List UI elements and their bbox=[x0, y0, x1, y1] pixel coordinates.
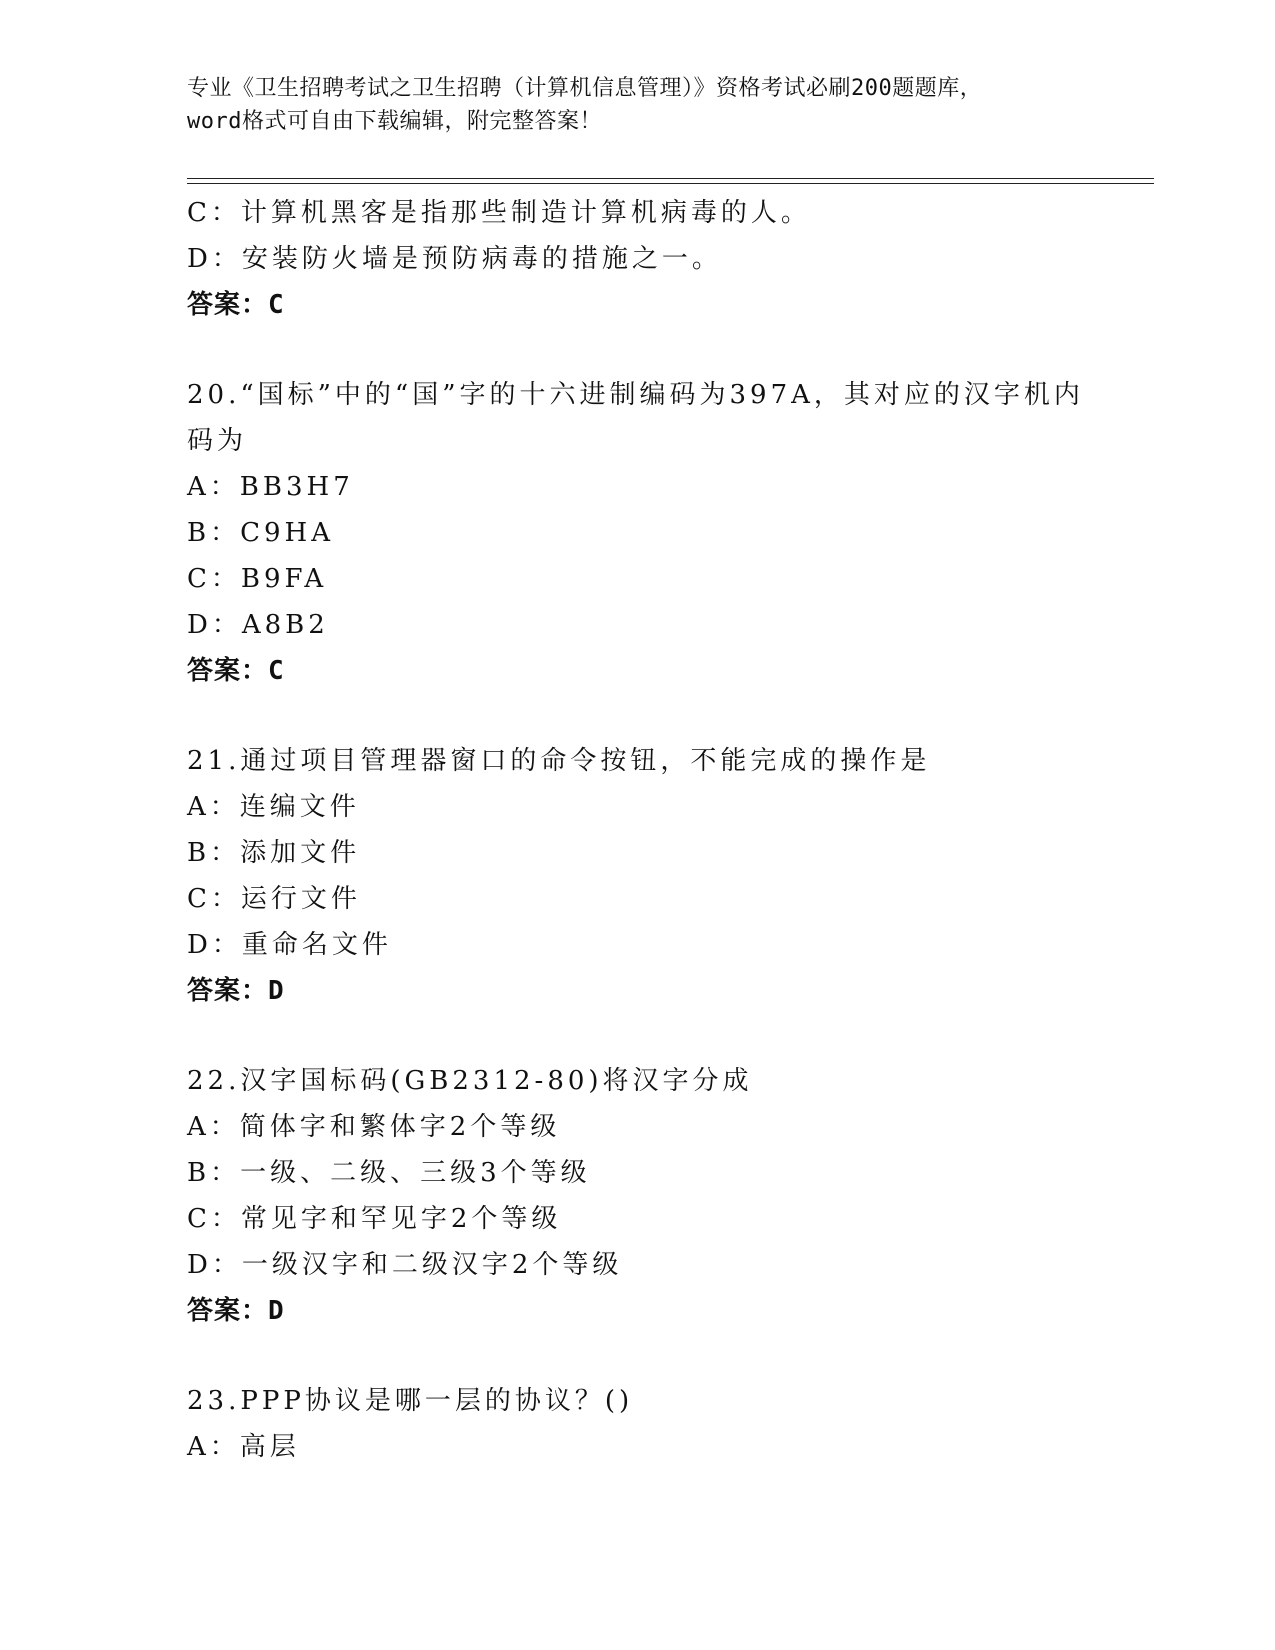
spacer bbox=[187, 1334, 1167, 1378]
question-block bbox=[187, 1378, 1167, 1470]
spacer bbox=[187, 694, 1167, 738]
answer-line: 答案：C bbox=[187, 656, 285, 686]
answer-line: 答案：D bbox=[187, 976, 285, 1006]
question-block bbox=[187, 1058, 1167, 1334]
option-c: C：B9FA bbox=[187, 564, 328, 594]
option-d: D：一级汉字和二级汉字2个等级 bbox=[187, 1250, 623, 1280]
header-title-line-2: word格式可自由下载编辑，附完整答案！ bbox=[187, 109, 602, 134]
header-title-line-1: 专业《卫生招聘考试之卫生招聘（计算机信息管理）》资格考试必刷200题题库， bbox=[187, 76, 983, 101]
answer-line: 答案：C bbox=[187, 290, 285, 320]
question-block bbox=[187, 738, 1167, 1014]
header-divider-bottom bbox=[187, 183, 1154, 184]
spacer bbox=[187, 1014, 1167, 1058]
option-c: C：常见字和罕见字2个等级 bbox=[187, 1204, 562, 1234]
question-text: 22.汉字国标码(GB2312-80)将汉字分成 bbox=[187, 1066, 753, 1096]
spacer bbox=[187, 328, 1167, 372]
option-c: C：计算机黑客是指那些制造计算机病毒的人。 bbox=[187, 198, 811, 228]
answer-line: 答案：D bbox=[187, 1296, 285, 1326]
question-block bbox=[187, 372, 1167, 694]
question-list bbox=[187, 190, 1167, 1470]
question-block bbox=[187, 190, 1167, 328]
option-a: A：BB3H7 bbox=[187, 472, 354, 502]
option-a: A：连编文件 bbox=[187, 792, 360, 822]
question-text: 23.PPP协议是哪一层的协议？() bbox=[187, 1386, 634, 1416]
question-text-continued: 码为 bbox=[187, 426, 248, 456]
document-header bbox=[187, 72, 1087, 138]
option-b: B：一级、二级、三级3个等级 bbox=[187, 1158, 591, 1188]
option-a: A：高层 bbox=[187, 1432, 300, 1462]
option-c: C：运行文件 bbox=[187, 884, 361, 914]
question-text: 20.“国标”中的“国”字的十六进制编码为397A，其对应的汉字机内 bbox=[187, 380, 1084, 410]
option-d: D：A8B2 bbox=[187, 610, 329, 640]
option-d: D：安装防火墙是预防病毒的措施之一。 bbox=[187, 244, 722, 274]
header-divider-top bbox=[187, 178, 1154, 179]
option-b: B：C9HA bbox=[187, 518, 334, 548]
option-a: A：简体字和繁体字2个等级 bbox=[187, 1112, 561, 1142]
option-b: B：添加文件 bbox=[187, 838, 361, 868]
question-text: 21.通过项目管理器窗口的命令按钮，不能完成的操作是 bbox=[187, 746, 931, 776]
option-d: D：重命名文件 bbox=[187, 930, 392, 960]
